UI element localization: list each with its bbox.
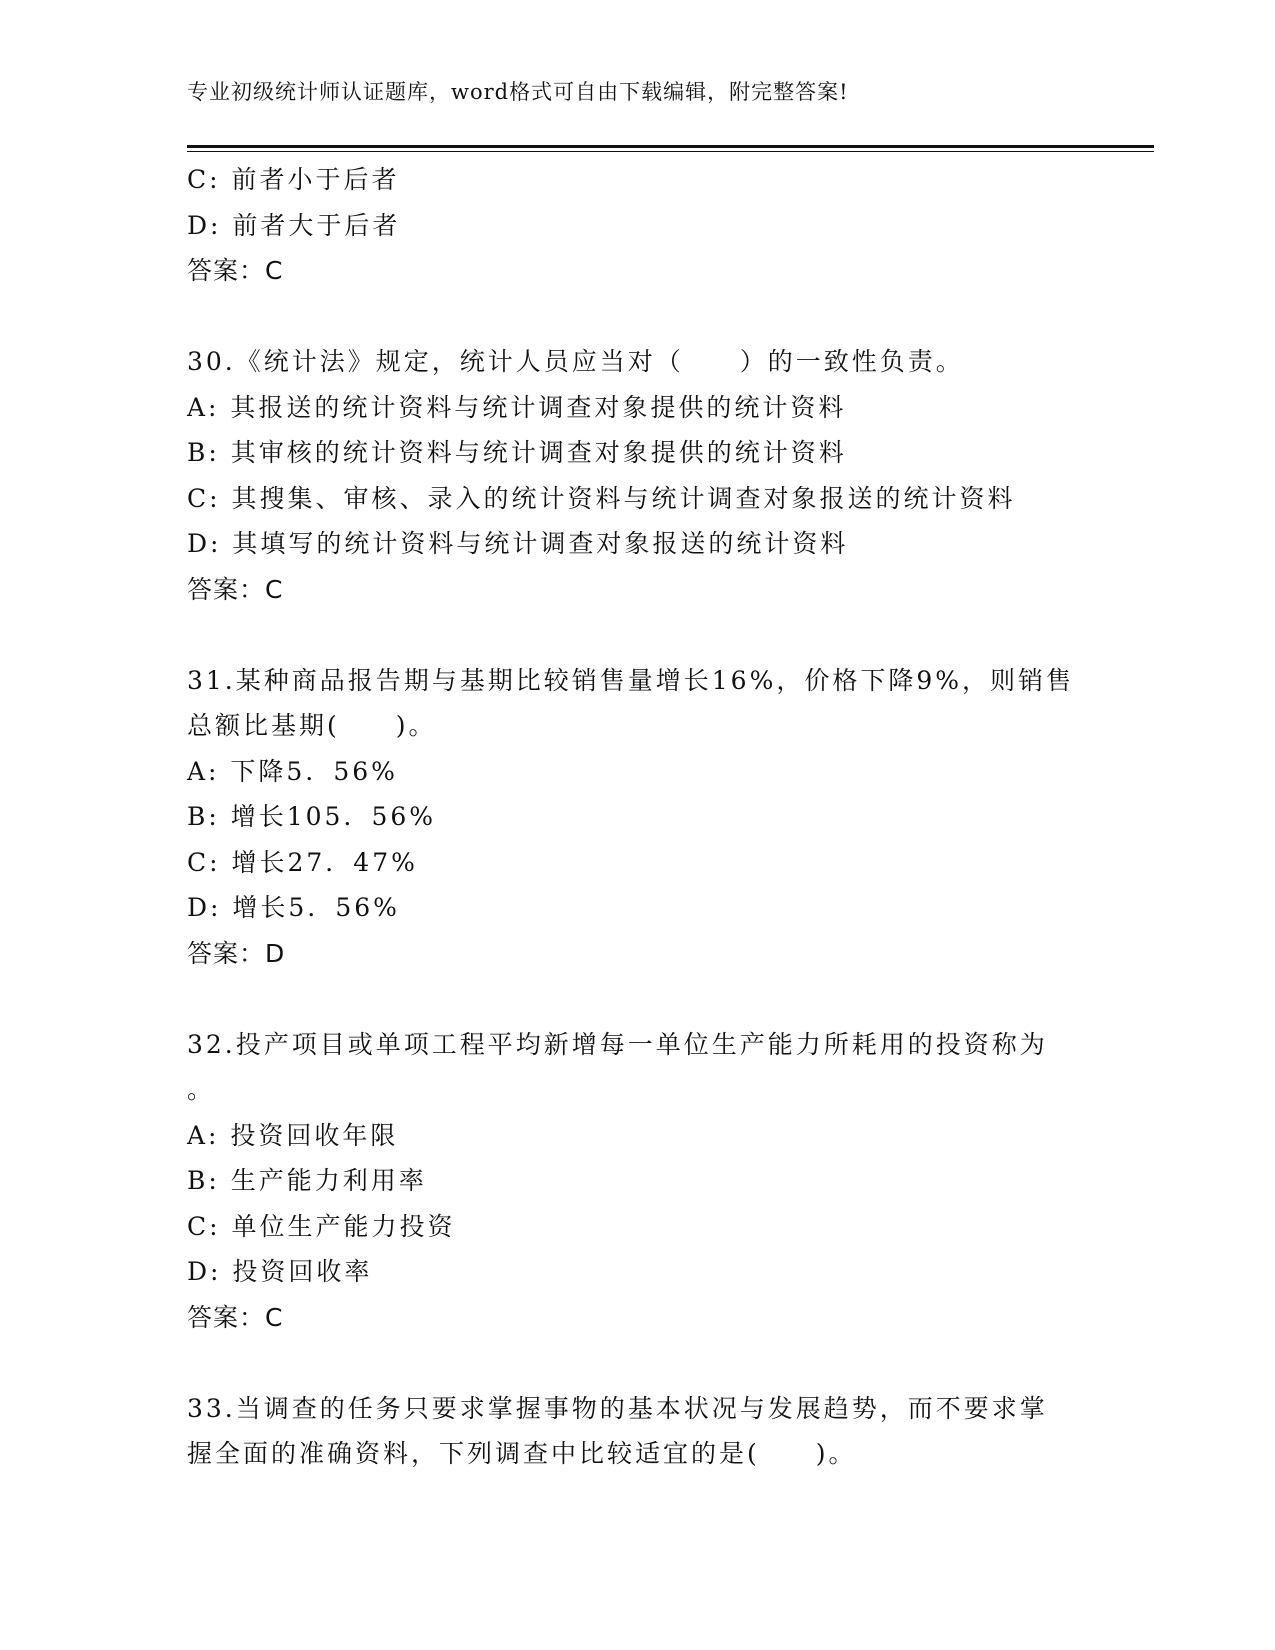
spacer: [187, 612, 1077, 658]
question-stem-line-1: 31.某种商品报告期与基期比较销售量增长16%，价格下降9%，则销售: [187, 665, 1074, 695]
option-d: D: 增长5．56%: [187, 893, 400, 922]
option-d: D: 其填写的统计资料与统计调查对象报送的统计资料: [187, 529, 849, 558]
question-stem-line-2: 总额比基期( )。: [187, 711, 437, 740]
question-33-block: [187, 1386, 1077, 1477]
option-d: D: 投资回收率: [187, 1257, 373, 1286]
option-c: C: 前者小于后者: [187, 165, 400, 194]
spacer: [187, 1340, 1077, 1386]
answer-line: 答案：D: [187, 938, 286, 968]
option-b: B: 生产能力利用率: [187, 1166, 427, 1195]
answer-line: 答案：C: [187, 574, 284, 604]
question-stem-line-1: 33.当调查的任务只要求掌握事物的基本状况与发展趋势，而不要求掌: [187, 1393, 1048, 1423]
option-d: D: 前者大于后者: [187, 210, 401, 240]
question-31-block: [187, 658, 1077, 977]
question-stem: 30.《统计法》规定，统计人员应当对（ ）的一致性负责。: [187, 347, 964, 376]
header-rule-thin: [187, 151, 1154, 152]
option-a: A: 下降5．56%: [187, 756, 398, 786]
question-stem-line-1: 32.投产项目或单项工程平均新增每一单位生产能力所耗用的投资称为: [187, 1029, 1048, 1059]
option-c: C: 增长27．47%: [187, 847, 418, 877]
option-a: A: 其报送的统计资料与统计调查对象提供的统计资料: [187, 392, 847, 422]
question-32-block: [187, 1022, 1077, 1341]
answer-line: 答案：C: [187, 256, 284, 285]
answer-line: 答案：C: [187, 1302, 284, 1332]
question-29-block: [187, 157, 1077, 294]
question-30-block: [187, 339, 1077, 612]
option-b: B: 其审核的统计资料与统计调查对象提供的统计资料: [187, 438, 847, 467]
question-stem-line-2: 握全面的准确资料，下列调查中比较适宜的是( )。: [187, 1439, 857, 1468]
header-rule-thick: [187, 145, 1154, 148]
page-header: 专业初级统计师认证题库，word格式可自由下载编辑，附完整答案!: [187, 80, 849, 104]
option-c: C: 单位生产能力投资: [187, 1211, 456, 1241]
option-c: C: 其搜集、审核、录入的统计资料与统计调查对象报送的统计资料: [187, 483, 1016, 513]
question-content: [187, 157, 1077, 1477]
option-a: A: 投资回收年限: [187, 1120, 399, 1150]
option-b: B: 增长105．56%: [187, 802, 437, 831]
spacer: [187, 976, 1077, 1022]
spacer: [187, 294, 1077, 340]
question-stem-line-2: 。: [187, 1075, 216, 1104]
